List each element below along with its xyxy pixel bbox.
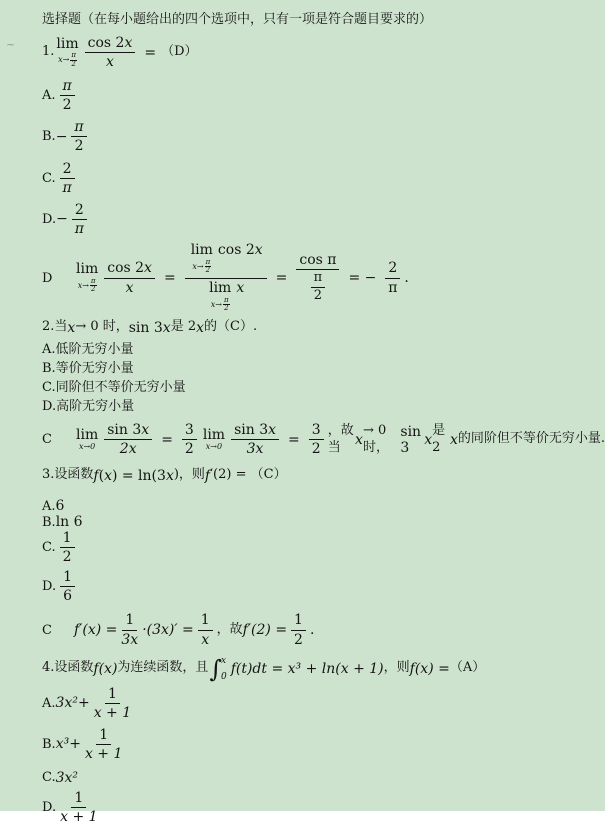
fraction-denominator: 2	[294, 631, 303, 648]
option-label: A.	[42, 498, 56, 514]
fraction-denominator: 2	[74, 138, 84, 155]
fraction	[94, 686, 131, 721]
math-variable: x	[196, 319, 205, 336]
plus-sign: +	[69, 736, 81, 753]
fraction-denominator: 2	[313, 288, 323, 304]
question-1-stem	[0, 35, 605, 70]
fraction	[60, 161, 75, 196]
option-row-q2-b: B.等价无穷小量	[42, 360, 134, 376]
fraction	[72, 202, 87, 237]
equals-minus-sign: = −	[348, 270, 377, 286]
stem-text: )，则	[173, 467, 205, 483]
fraction	[85, 727, 122, 762]
limit-sub-den: 2	[224, 304, 229, 313]
math-function: cos 2	[217, 241, 255, 258]
math-variable: x	[124, 35, 133, 51]
fraction-denominator: 2	[62, 97, 72, 114]
limit-subscript	[192, 259, 211, 275]
math-function: sin 3	[128, 319, 163, 336]
fraction-numerator: 2	[60, 161, 75, 179]
math-text: (	[98, 467, 105, 484]
fraction-numerator: 1	[105, 686, 120, 704]
option-label: B.	[42, 736, 56, 752]
fraction-denominator: x	[106, 54, 114, 71]
fraction-numerator: 1	[71, 790, 86, 808]
question-2-stem	[0, 319, 605, 336]
limit-sub-var: x→	[192, 261, 204, 271]
fraction	[309, 422, 324, 457]
option-row-q4-c	[0, 770, 605, 786]
solution-text: → 0 时，	[362, 422, 389, 455]
solution-text: 是 2	[432, 422, 446, 455]
option-row-q3-a	[0, 498, 605, 514]
math-variable: x	[355, 431, 363, 448]
limit-subscript: x→0	[205, 442, 223, 452]
fraction-numerator: 1	[122, 612, 137, 630]
option-label: B.	[42, 514, 56, 530]
solution-text: ，故当	[327, 422, 354, 455]
fraction-numerator	[85, 35, 136, 53]
stem-text: ，则	[383, 660, 410, 676]
math-variable: x	[141, 421, 150, 438]
question-1-number: 1.	[42, 44, 55, 60]
stem-text: 是 2	[170, 319, 197, 335]
limit-sub-var: x→	[58, 55, 70, 65]
fraction-denominator: x + 1	[93, 704, 132, 721]
stem-text: 3.设函数	[42, 467, 94, 483]
option-row-q2-d: D.高阶无穷小量	[42, 398, 135, 414]
fraction-numerator	[104, 422, 152, 440]
stem-text: 为连续函数，且	[117, 660, 209, 676]
fraction-denominator: 2x	[119, 441, 137, 458]
plus-sign: +	[77, 695, 90, 712]
option-label: C.	[42, 770, 56, 786]
option-row-q1-d	[0, 202, 605, 237]
math-text: ) = ln(3	[111, 467, 166, 484]
stem-text: 2.当	[42, 319, 68, 335]
math-variable: x	[104, 467, 112, 484]
question-4-answer: （A）	[449, 660, 486, 676]
option-label: D.	[42, 579, 57, 595]
integral-upper-limit: x	[220, 655, 227, 666]
math-variable: x	[254, 241, 263, 258]
limit-subscript	[78, 278, 97, 294]
fraction-numerator: 1	[291, 612, 306, 630]
integral	[209, 656, 229, 682]
question-4-stem	[0, 656, 605, 682]
fraction	[182, 422, 197, 457]
limit-subscript: x→0	[78, 442, 96, 452]
big-fraction-numerator	[185, 243, 267, 279]
fraction-denominator: 6	[63, 588, 73, 605]
option-value: 6	[55, 498, 65, 515]
fraction-denominator: 2	[62, 549, 72, 566]
fraction-denominator: 2	[184, 441, 194, 458]
limit-sub-num: π	[90, 276, 96, 285]
fraction-denominator: x	[201, 631, 210, 648]
question-1-solution	[0, 243, 605, 313]
limit-body	[218, 243, 263, 258]
stem-text: → 0 时，	[75, 319, 129, 335]
limit-subscript	[58, 52, 77, 68]
option-row-q1-c	[0, 161, 605, 196]
option-label: A.	[42, 695, 56, 711]
limit-sub-fraction	[223, 297, 230, 313]
limit-sub-num: π	[224, 295, 229, 304]
option-row-q4-d	[0, 790, 605, 825]
fraction-numerator	[104, 260, 155, 278]
fraction-denominator: π	[62, 179, 72, 196]
fraction	[85, 35, 136, 70]
stem-text-answer: 的（C）.	[204, 319, 258, 335]
fraction	[71, 119, 86, 154]
fraction-denominator: π	[388, 279, 398, 296]
math-expression: f(x)	[93, 660, 118, 677]
question-1-answer: （D）	[161, 44, 198, 60]
limit-sub-den: 2	[90, 285, 96, 294]
fraction-denominator: x + 1	[60, 809, 98, 825]
limit-sub-var: x→	[77, 280, 89, 290]
limit-sub-fraction	[70, 52, 77, 68]
math-function: sin 3	[400, 423, 422, 456]
fraction-denominator: 3x	[246, 441, 264, 458]
limit-operator	[191, 243, 213, 275]
option-row-q2-a: A.低阶无穷小量	[42, 341, 134, 357]
limit-sub-num: π	[205, 257, 211, 266]
minus-sign: −	[55, 128, 68, 145]
equals-sign: =	[161, 431, 173, 448]
period: .	[309, 622, 315, 638]
solution-letter: D	[42, 270, 53, 286]
math-variable: x	[144, 260, 152, 277]
option-row-q3-d	[0, 569, 605, 604]
fraction-numerator: 3	[309, 422, 324, 440]
fraction	[60, 790, 97, 825]
fraction-numerator: 2	[385, 260, 400, 278]
big-fraction-denominator	[207, 279, 244, 313]
fraction	[60, 78, 75, 113]
option-row-q3-b	[0, 514, 605, 530]
fraction-numerator: 3	[182, 422, 197, 440]
limit-sub-fraction	[90, 278, 97, 294]
option-value: ln 6	[55, 514, 83, 531]
fraction	[104, 260, 155, 295]
limit-word: lim	[190, 241, 213, 258]
math-expression: f(x) =	[409, 660, 450, 677]
math-expression: 3x²	[55, 695, 78, 712]
period: .	[404, 270, 409, 286]
fraction-numerator: π	[311, 271, 326, 288]
math-function: sin 3	[234, 421, 269, 438]
option-label: D.	[42, 211, 57, 227]
fraction	[60, 569, 75, 604]
option-row-q1-b	[0, 119, 605, 154]
equals-sign: =	[163, 270, 176, 286]
math-function: cos 2	[107, 260, 145, 277]
stem-text: 4.设函数	[42, 660, 94, 676]
fraction-numerator: π	[71, 119, 86, 137]
math-expression: f′(2) =	[242, 622, 288, 638]
option-label: D.	[42, 800, 57, 816]
fraction	[385, 260, 400, 295]
fraction	[60, 530, 75, 565]
option-label: B.	[42, 129, 56, 145]
math-expression: ·(3x)′ =	[142, 622, 194, 638]
limit-sub-var: x→	[210, 299, 223, 309]
minus-sign: −	[56, 211, 68, 228]
limit-operator	[209, 281, 231, 313]
solution-letter: C	[42, 432, 52, 448]
limit-subscript	[211, 297, 230, 313]
fraction-denominator	[311, 270, 326, 304]
fraction	[198, 612, 213, 647]
page-title: 选择题（在每小题给出的四个选项中，只有一项是符合题目要求的）	[42, 12, 433, 27]
question-3-solution	[0, 612, 605, 647]
math-variable: x	[424, 431, 433, 448]
fraction-denominator: x + 1	[84, 745, 123, 762]
math-variable: f	[204, 467, 211, 484]
fraction	[296, 252, 339, 304]
fraction-numerator: 1	[198, 612, 213, 630]
fraction-numerator: 1	[96, 727, 111, 745]
solution-letter: C	[42, 622, 52, 638]
fraction-numerator: 1	[60, 530, 75, 548]
math-variable: x	[268, 421, 277, 438]
fraction	[104, 422, 152, 457]
option-label: A.	[42, 88, 56, 104]
limit-word: lim	[209, 280, 232, 296]
option-row-q3-c	[0, 530, 605, 565]
margin-artifact-mark: ~	[6, 38, 16, 51]
solution-text: ，故	[216, 621, 243, 637]
option-row-q2-c: C.同阶但不等价无穷小量	[42, 379, 186, 395]
integral-sign: ∫	[209, 654, 222, 683]
integral-lower-limit: 0	[220, 671, 227, 682]
math-function: sin 3	[107, 421, 142, 438]
limit-sub-den: 2	[205, 266, 211, 275]
math-function: cos 2	[87, 35, 125, 51]
fraction-denominator: 2	[311, 441, 321, 458]
fraction-numerator: 2	[72, 202, 87, 220]
option-label: C.	[42, 170, 56, 186]
limit-operator	[203, 428, 225, 452]
math-expression: x³	[55, 736, 70, 753]
fraction-numerator	[231, 422, 279, 440]
option-row-q1-a	[0, 78, 605, 113]
limit-operator	[76, 262, 98, 294]
limit-word: lim	[202, 426, 226, 443]
equals-sign: =	[144, 44, 157, 61]
fraction-denominator: π	[74, 220, 84, 237]
fraction-denominator: x	[125, 279, 134, 296]
question-3-stem	[0, 467, 605, 484]
nested-fraction	[311, 271, 326, 304]
option-row-q4-a	[0, 686, 605, 721]
fraction	[231, 422, 279, 457]
limit-word: lim	[76, 260, 99, 277]
integral-limits	[221, 656, 227, 682]
math-expression: f′(x) =	[74, 622, 118, 638]
math-variable: x	[449, 431, 458, 448]
math-variable: x	[162, 319, 171, 336]
math-expression: 3x²	[55, 769, 79, 786]
limit-sub-den: 2	[71, 59, 76, 68]
math-variable: x	[165, 467, 174, 484]
limit-sub-fraction	[205, 259, 212, 275]
equals-sign: =	[275, 270, 288, 286]
fraction	[121, 612, 138, 647]
fraction-numerator: π	[60, 78, 75, 96]
limit-sub-num: π	[71, 51, 76, 60]
fraction-denominator: 3x	[121, 631, 139, 648]
fraction-numerator: 1	[60, 569, 75, 587]
limit-body: x	[236, 280, 245, 296]
option-label: C.	[42, 540, 56, 556]
limit-word: lim	[76, 426, 99, 443]
fraction	[291, 612, 306, 647]
math-expression: f(t)dt = x³ + ln(x + 1)	[230, 660, 384, 677]
limit-operator	[76, 428, 98, 452]
question-2-solution	[0, 422, 605, 457]
fraction-of-limits	[185, 243, 267, 313]
equals-sign: =	[288, 431, 300, 448]
solution-text: 的同阶但不等价无穷小量.	[457, 431, 605, 447]
math-variable: f	[93, 467, 99, 484]
math-variable: x	[67, 319, 76, 336]
option-row-q4-b	[0, 727, 605, 762]
stem-text-answer: ′(2) = （C）	[210, 467, 287, 483]
limit-operator	[56, 37, 78, 69]
fraction-numerator: cos π	[296, 252, 339, 270]
limit-word: lim	[56, 35, 79, 52]
